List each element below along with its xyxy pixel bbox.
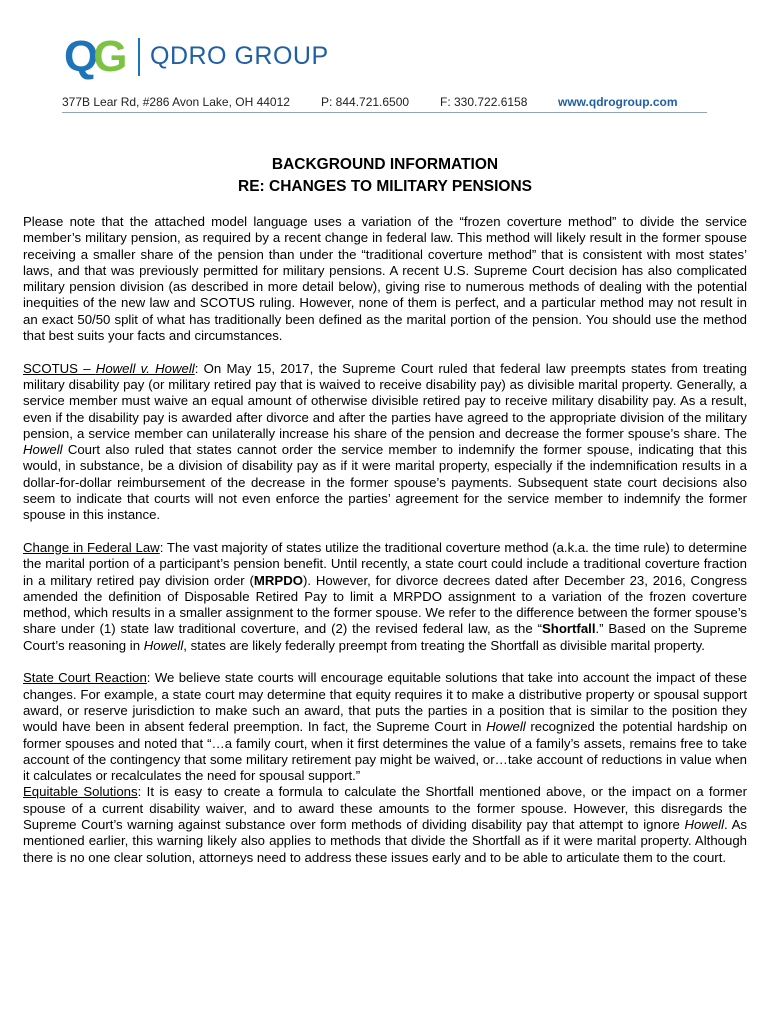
state-court-reaction-heading: State Court Reaction: [23, 670, 147, 686]
logo-q: Q: [64, 32, 94, 81]
scotus-heading-suffix: :: [194, 360, 199, 376]
federal-case-ref: Howell: [143, 637, 184, 653]
company-address: 377B Lear Rd, #286 Avon Lake, OH 44012: [62, 95, 290, 109]
title-line-1: BACKGROUND INFORMATION: [271, 156, 499, 173]
equitable-case-ref: Howell: [684, 816, 725, 832]
equitable-text-1: : It is easy to create a formula to calculate the Shortfall mentioned above, or the impact on a former spouse of a current disability waiver, and to award these amounts to the former spouse. However, this disregards the Supreme Court’s warning against substance over form methods of dividing disability pay that attempt to ignore: [23, 784, 748, 832]
intro-paragraph: Please note that the attached model language uses a variation of the “frozen coverture method” to divide the service member’s military pension, as required by a recent change in federal law. This method will likely result in the former spouse receiving a smaller share of the pension than under the “traditional coverture method” that is consistent with most states’ laws, and that was previously permitted for military pensions. A recent U.S. Supreme Court decision has also complicated military pension division (as described in more detail below), giving rise to numerous methods of dealing with the potential inequities of the new law and SCOTUS ruling. However, none of them is perfect, and a particular method may not result in an exact 50/50 split of what has traditionally been defined as the marital portion of the pension. You should use the method that best suits your facts and circumstances.: [23, 214, 747, 344]
company-fax: F: 330.722.6158: [440, 95, 528, 109]
scotus-case-ref: Howell: [23, 442, 63, 458]
company-phone: P: 844.721.6500: [321, 95, 410, 109]
scotus-heading-prefix: SCOTUS –: [23, 360, 96, 376]
federal-text-2: ). However, for divorce decrees dated after December 23, 2016, Congress amended the definition of Disposable Retired Pay to limit a MRPDO assignment to a variation of the frozen coverture method, which results in a smaller assignment to the former spouse. We refer to the difference between the former spouse’s share under (1) state law traditional coverture, and (2) the revised federal law, as the “: [23, 572, 747, 637]
title-line-2: RE: CHANGES TO MILITARY PENSIONS: [238, 178, 532, 195]
letterhead-rule: [62, 112, 707, 113]
company-website-link[interactable]: www.qdrogroup.com: [558, 95, 678, 109]
letterhead: [62, 32, 712, 112]
logo-divider: [138, 38, 140, 76]
reaction-case-ref: Howell: [486, 719, 526, 735]
mrpdo-term: MRPDO: [253, 572, 303, 588]
document-title: [0, 154, 770, 198]
scotus-text-1: On May 15, 2017, the Supreme Court ruled that federal law preempts states from treating military disability pay (or military retired pay that is waived to receive disability pay) as divisible marital property. Generally, a service member must waive an equal amount of otherwise divisible retired pay to receive military disability pay. As a result, even if the disability pay is awarded after divorce and after the parties have agreed to the appropriate division of the military pension, a service member can unilaterally increase his share of the pension and decrease the former spouse’s share. The: [23, 360, 747, 441]
qdro-logo: [62, 34, 134, 80]
federal-law-paragraph: [23, 540, 747, 654]
equitable-solutions-heading: Equitable Solutions: [23, 784, 138, 800]
document-body: [23, 214, 747, 882]
logo-letters: [64, 34, 122, 80]
federal-law-heading: Change in Federal Law: [23, 539, 160, 555]
reaction-text-1: : We believe state courts will encourage equitable solutions that take into account the impact of these changes. For example, a state court may determine that equity requires it to make a distributive property or spousal support award, or reserve jurisdiction to make such an award, that puts the parties in a position that is similar to the position they would have been in absent federal preemption. In fact, the Supreme Court in: [23, 670, 747, 735]
reaction-text-2: recognized the potential hardship on former spouses and noted that “…a family court, when it first determines the value of a family’s assets, remains free to take account of the contingency that some military retirement pay might be waived, or…take account of reductions in value when it calculates or recalculates the need for spousal support.”: [23, 719, 747, 784]
scotus-paragraph: [23, 361, 747, 524]
equitable-solutions-paragraph: [23, 784, 747, 865]
shortfall-term: Shortfall: [542, 621, 596, 637]
state-court-reaction-paragraph: [23, 670, 747, 784]
logo-g: G: [93, 32, 123, 81]
federal-text-4: , states are likely federally preempt from treating the Shortfall as divisible marital property.: [183, 637, 705, 653]
federal-text-3: .” Based on the Supreme Court’s reasoning in: [23, 621, 747, 653]
equitable-text-2: . As mentioned earlier, this warning likely also applies to methods that divide the Shortfall as if it were marital property. Although there is no one clear solution, attorneys need to address these issues early and to be able to articulate them to the court.: [23, 816, 747, 865]
scotus-heading-case: Howell v. Howell: [95, 360, 195, 376]
scotus-text-2: Court also ruled that states cannot order the service member to indemnify the former spouse, indicating that this would, in substance, be a division of disability pay as if it were marital property, especially if the indemnification results in a dollar-for-dollar reimbursement of the decrease in the former spouse’s payments. Subsequent state court decisions also seem to indicate that courts will not even enforce the parties’ agreement for the service member to indemnify the former spouse in this instance.: [23, 442, 747, 523]
company-name: QDRO GROUP: [150, 42, 329, 70]
federal-text-1: : The vast majority of states utilize the traditional coverture method (a.k.a. the time rule) to determine the marital portion of a participant’s pension benefit. Until recently, a state court could include a traditional coverture fraction in a military retired pay division order (: [23, 539, 748, 588]
scotus-heading: [23, 361, 195, 376]
